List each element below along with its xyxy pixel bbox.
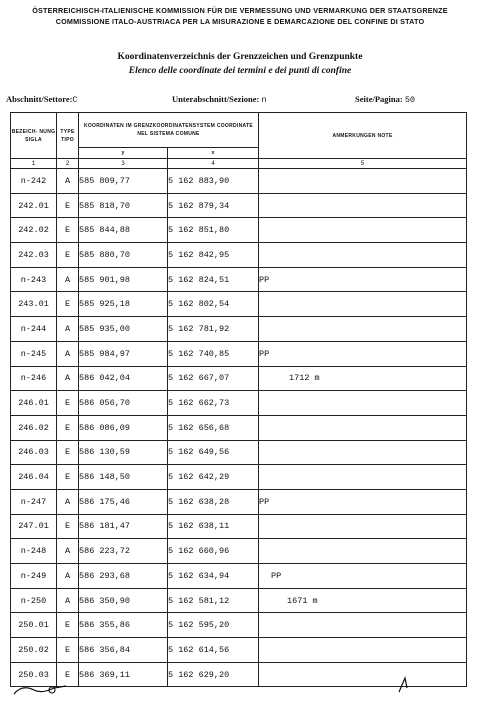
note-cell	[259, 539, 467, 564]
column-number: 4	[168, 159, 259, 169]
y-coordinate-cell: 586 181,47	[79, 514, 168, 539]
page-number-field	[355, 94, 415, 105]
table-row	[11, 415, 467, 440]
x-coordinate-cell: 5 162 660,96	[168, 539, 259, 564]
y-coordinate-cell: 586 056,70	[79, 391, 168, 416]
table-row	[11, 292, 467, 317]
note-cell	[259, 514, 467, 539]
y-coordinate-cell: 585 809,77	[79, 169, 168, 194]
sigla-cell: n-245	[11, 341, 57, 366]
y-column-header: y	[79, 148, 168, 159]
note-cell	[259, 415, 467, 440]
y-coordinate-cell: 585 935,00	[79, 317, 168, 342]
sigla-cell: 243.01	[11, 292, 57, 317]
x-coordinate-cell: 5 162 595,20	[168, 613, 259, 638]
note-cell	[259, 292, 467, 317]
sigla-cell: 246.02	[11, 415, 57, 440]
y-coordinate-cell: 586 355,86	[79, 613, 168, 638]
table-row	[11, 341, 467, 366]
note-cell: PP	[259, 267, 467, 292]
note-cell: 1712 m	[259, 366, 467, 391]
table-row	[11, 391, 467, 416]
y-coordinate-cell: 586 223,72	[79, 539, 168, 564]
x-coordinate-cell: 5 162 883,90	[168, 169, 259, 194]
sigla-cell: 247.01	[11, 514, 57, 539]
sigla-cell: n-247	[11, 489, 57, 514]
pen-tick-mark	[395, 674, 415, 696]
coordinates-column-header: KOORDINATEN IM GRENZKOORDINATENSYSTEM COORDINATE NEL SISTEMA COMUNE	[79, 113, 259, 148]
subsection-field	[172, 94, 267, 105]
commission-header-german: ÖSTERREICHISCH-ITALIENISCHE KOMMISSION FÜR DIE VERMESSUNG UND VERMARKUNG DER STAATSGRENZE	[32, 6, 448, 15]
y-coordinate-cell: 586 175,46	[79, 489, 168, 514]
sigla-cell: n-250	[11, 588, 57, 613]
x-coordinate-cell: 5 162 667,07	[168, 366, 259, 391]
x-coordinate-cell: 5 162 824,51	[168, 267, 259, 292]
tipo-cell: A	[57, 267, 79, 292]
x-coordinate-cell: 5 162 581,12	[168, 588, 259, 613]
y-coordinate-cell: 585 984,97	[79, 341, 168, 366]
sigla-cell: n-246	[11, 366, 57, 391]
coordinates-table	[10, 112, 467, 687]
sigla-cell: n-248	[11, 539, 57, 564]
x-coordinate-cell: 5 162 740,85	[168, 341, 259, 366]
tipo-cell: E	[57, 662, 79, 687]
x-coordinate-cell: 5 162 802,54	[168, 292, 259, 317]
sigla-column-header: BEZEICH- NUNG SIGLA	[11, 113, 57, 159]
tipo-cell: E	[57, 292, 79, 317]
tipo-cell: A	[57, 366, 79, 391]
page-label: Seite/Pagina:	[355, 94, 403, 104]
tipo-cell: E	[57, 415, 79, 440]
note-cell	[259, 638, 467, 663]
pen-scribble-mark	[12, 678, 72, 702]
sigla-cell: n-249	[11, 564, 57, 589]
note-cell: PP	[259, 341, 467, 366]
notes-column-header: ANMERKUNGEN NOTE	[259, 113, 467, 159]
x-coordinate-cell: 5 162 642,29	[168, 465, 259, 490]
tipo-column-header: TYPE TIPO	[57, 113, 79, 159]
y-coordinate-cell: 585 901,98	[79, 267, 168, 292]
tipo-cell: E	[57, 465, 79, 490]
x-coordinate-cell: 5 162 634,94	[168, 564, 259, 589]
x-coordinate-cell: 5 162 781,92	[168, 317, 259, 342]
note-cell: PP	[259, 564, 467, 589]
y-coordinate-cell: 586 293,68	[79, 564, 168, 589]
subsection-label: Unterabschnitt/Sezione:	[172, 94, 260, 104]
sigla-cell: 242.02	[11, 218, 57, 243]
table-row	[11, 514, 467, 539]
y-coordinate-cell: 586 148,50	[79, 465, 168, 490]
x-coordinate-cell: 5 162 879,34	[168, 193, 259, 218]
x-coordinate-cell: 5 162 662,73	[168, 391, 259, 416]
table-row	[11, 193, 467, 218]
note-cell	[259, 613, 467, 638]
tipo-cell: A	[57, 539, 79, 564]
tipo-cell: E	[57, 391, 79, 416]
y-coordinate-cell: 585 818,70	[79, 193, 168, 218]
tipo-cell: E	[57, 193, 79, 218]
note-cell	[259, 391, 467, 416]
tipo-cell: E	[57, 440, 79, 465]
table-row	[11, 588, 467, 613]
x-coordinate-cell: 5 162 656,68	[168, 415, 259, 440]
x-column-header: x	[168, 148, 259, 159]
commission-header-italian: COMMISSIONE ITALO-AUSTRIACA PER LA MISURAZIONE E DEMARCAZIONE DEL CONFINE DI STATO	[55, 17, 425, 26]
column-number: 5	[259, 159, 467, 169]
sigla-cell: 250.01	[11, 613, 57, 638]
note-cell	[259, 169, 467, 194]
x-coordinate-cell: 5 162 649,56	[168, 440, 259, 465]
table-row	[11, 218, 467, 243]
sigla-cell: n-243	[11, 267, 57, 292]
table-row	[11, 169, 467, 194]
table-row	[11, 489, 467, 514]
x-coordinate-cell: 5 162 638,11	[168, 514, 259, 539]
table-row	[11, 267, 467, 292]
sigla-cell: 250.02	[11, 638, 57, 663]
note-cell	[259, 317, 467, 342]
y-coordinate-cell: 585 880,70	[79, 243, 168, 268]
table-row	[11, 564, 467, 589]
tipo-cell: E	[57, 514, 79, 539]
tipo-cell: E	[57, 243, 79, 268]
sigla-cell: 242.01	[11, 193, 57, 218]
sector-value: C	[72, 95, 78, 105]
document-title-german: Koordinatenverzeichnis der Grenzzeichen und Grenzpunkte	[117, 52, 363, 62]
note-cell: 1671 m	[259, 588, 467, 613]
y-coordinate-cell: 586 086,09	[79, 415, 168, 440]
column-number: 3	[79, 159, 168, 169]
tipo-cell: E	[57, 613, 79, 638]
sigla-cell: 246.04	[11, 465, 57, 490]
y-coordinate-cell: 586 356,84	[79, 638, 168, 663]
sigla-cell: n-242	[11, 169, 57, 194]
table-row	[11, 638, 467, 663]
sigla-cell: 246.03	[11, 440, 57, 465]
note-cell	[259, 218, 467, 243]
table-row	[11, 317, 467, 342]
y-coordinate-cell: 585 925,18	[79, 292, 168, 317]
note-cell	[259, 193, 467, 218]
note-cell	[259, 243, 467, 268]
subsection-value: n	[261, 95, 267, 105]
table-row	[11, 440, 467, 465]
y-coordinate-cell: 586 130,59	[79, 440, 168, 465]
tipo-cell: A	[57, 588, 79, 613]
sector-label: Abschnitt/Settore:	[6, 94, 73, 104]
tipo-cell: A	[57, 169, 79, 194]
tipo-cell: A	[57, 317, 79, 342]
table-row	[11, 366, 467, 391]
x-coordinate-cell: 5 162 851,80	[168, 218, 259, 243]
x-coordinate-cell: 5 162 614,56	[168, 638, 259, 663]
tipo-cell: E	[57, 638, 79, 663]
note-cell	[259, 662, 467, 687]
sigla-cell: 246.01	[11, 391, 57, 416]
document-title-italian: Elenco delle coordinate dei termini e dei punti di confine	[128, 66, 352, 76]
x-coordinate-cell: 5 162 629,20	[168, 662, 259, 687]
table-row	[11, 243, 467, 268]
tipo-cell: A	[57, 341, 79, 366]
table-row	[11, 539, 467, 564]
sigla-cell: 250.03	[11, 662, 57, 687]
table-row	[11, 613, 467, 638]
sector-field	[6, 94, 78, 105]
y-coordinate-cell: 586 350,90	[79, 588, 168, 613]
tipo-cell: A	[57, 564, 79, 589]
x-coordinate-cell: 5 162 638,28	[168, 489, 259, 514]
note-cell	[259, 440, 467, 465]
y-coordinate-cell: 586 369,11	[79, 662, 168, 687]
column-number: 1	[11, 159, 57, 169]
sigla-cell: 242.03	[11, 243, 57, 268]
page-value: 50	[404, 95, 416, 105]
note-cell: PP	[259, 489, 467, 514]
tipo-cell: A	[57, 489, 79, 514]
column-number: 2	[57, 159, 79, 169]
table-row	[11, 465, 467, 490]
sigla-cell: n-244	[11, 317, 57, 342]
note-cell	[259, 465, 467, 490]
tipo-cell: E	[57, 218, 79, 243]
y-coordinate-cell: 586 042,04	[79, 366, 168, 391]
y-coordinate-cell: 585 844,88	[79, 218, 168, 243]
x-coordinate-cell: 5 162 842,95	[168, 243, 259, 268]
